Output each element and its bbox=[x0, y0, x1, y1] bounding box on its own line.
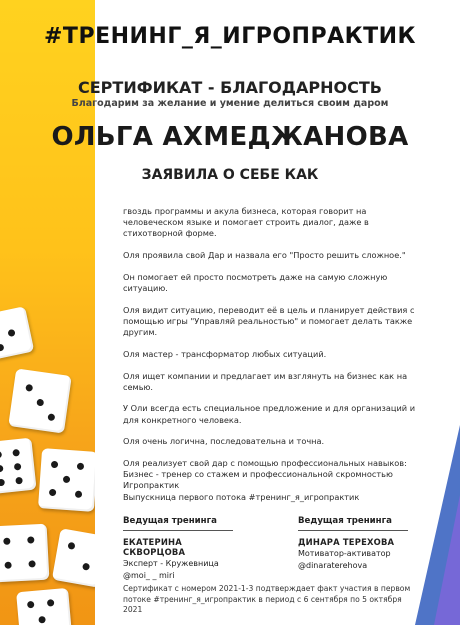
certificate-title: СЕРТИФИКАТ - БЛАГОДАРНОСТЬ bbox=[78, 78, 382, 97]
skills-line: Выпускница первого потока #тренинг_я_игропрактик bbox=[123, 491, 360, 502]
skills-line: Оля реализует свой дар с помощью профессиональных навыков: bbox=[123, 458, 407, 469]
die-image bbox=[0, 306, 34, 360]
body-paragraph: Он помогает ей просто посмотреть даже на самую сложную ситуацию. bbox=[123, 271, 388, 294]
die-image bbox=[38, 448, 98, 512]
dice-decoration bbox=[0, 300, 110, 625]
body-paragraph: Оля очень логична, последовательна и точна. bbox=[123, 436, 325, 447]
hashtag-title: #ТРЕНИНГ_Я_ИГРОПРАКТИК bbox=[44, 24, 416, 49]
skills-paragraph bbox=[123, 458, 423, 503]
recipient-name: ОЛЬГА АХМЕДЖАНОВА bbox=[51, 122, 409, 152]
signature-line bbox=[123, 530, 233, 531]
skills-line: Бизнес - тренер со стажем и профессиональной скромностью bbox=[123, 469, 393, 480]
violet-corner-decoration bbox=[434, 495, 460, 625]
signer-left bbox=[123, 516, 233, 581]
body-paragraph: У Оли всегда есть специальное предложение и для организаций и для конкретного человека. bbox=[123, 403, 416, 425]
certificate-subtitle: Благодарим за желание и умение делиться своим даром bbox=[71, 98, 389, 109]
declared-heading: ЗАЯВИЛА О СЕБЕ КАК bbox=[141, 167, 319, 183]
body-paragraph: гвоздь программы и акула бизнеса, которая говорит на человеческом языке и помогает строить диалог, даже в стихотворной форме. bbox=[123, 206, 369, 239]
signer-name: ЕКАТЕРИНА СКВОРЦОВА bbox=[123, 537, 186, 557]
signer-name: ДИНАРА ТЕРЕХОВА bbox=[298, 537, 395, 547]
body-paragraph: Оля мастер - трансформатор любых ситуаций. bbox=[123, 348, 327, 359]
signer-title: Мотиватор-активатор bbox=[298, 549, 391, 558]
signer-title: Эксперт - Кружевница bbox=[123, 559, 219, 568]
body-paragraph: Оля проявила свой Дар и назвала его "Просто решить сложное." bbox=[123, 250, 406, 261]
skills-line: Игропрактик bbox=[123, 480, 180, 491]
certificate-footer: Сертификат с номером 2021-1-3 подтверждает факт участия в первом потоке #тренинг_я_игропрактик в период с 6 сентября по 5 октября 2021 bbox=[123, 584, 411, 614]
signer-role: Ведущая тренинга bbox=[298, 516, 392, 526]
die-image bbox=[16, 588, 72, 625]
certificate-body bbox=[123, 206, 423, 503]
signer-handle: @dinaraterehova bbox=[298, 561, 368, 570]
die-image bbox=[8, 368, 72, 433]
die-image bbox=[0, 524, 49, 583]
signer-right bbox=[298, 516, 408, 571]
body-paragraph: Оля видит ситуацию, переводит её в цель и планирует действия с помощью игры "Управляй реальностью" и помогает делать также другим. bbox=[123, 304, 415, 338]
body-paragraph: Оля ищет компании и предлагает им взглянуть на бизнес как на семью. bbox=[123, 370, 408, 392]
die-image bbox=[0, 438, 37, 495]
signer-role: Ведущая тренинга bbox=[123, 516, 217, 526]
signer-handle: @moi_ _ miri bbox=[123, 571, 175, 580]
signature-line bbox=[298, 530, 408, 531]
